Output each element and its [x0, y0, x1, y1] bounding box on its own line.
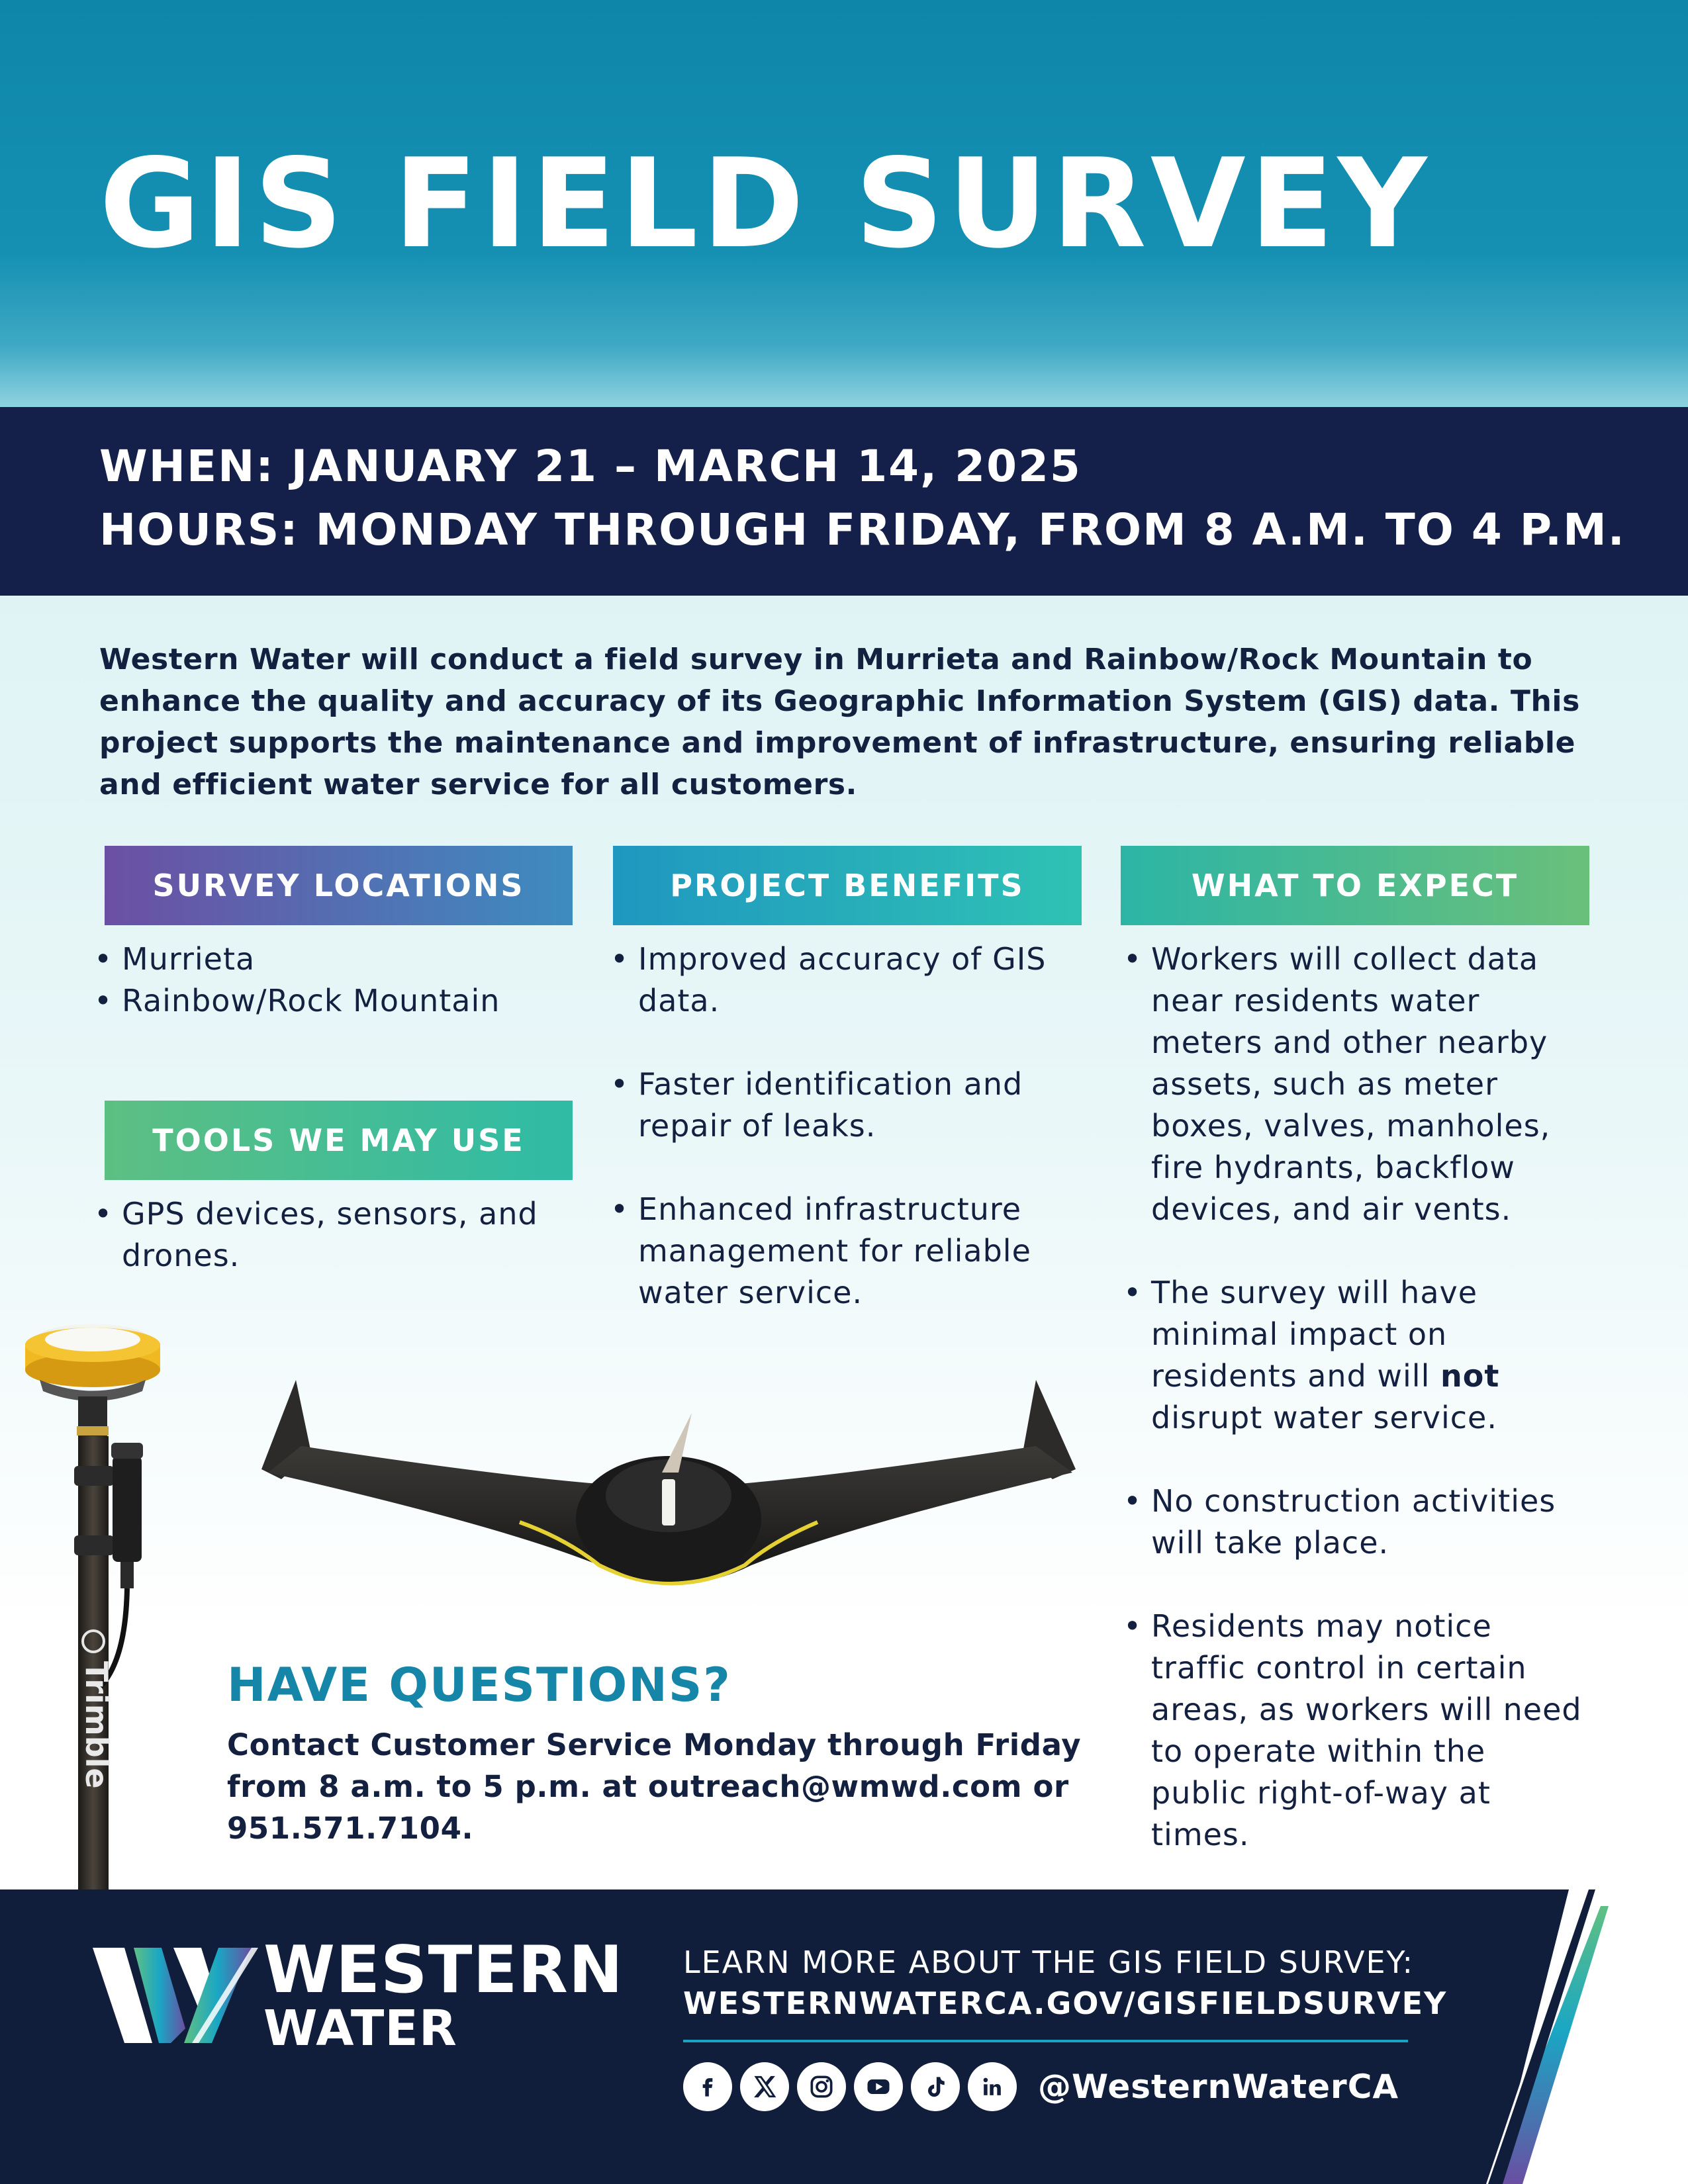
- list-item: • Improved accuracy of GIS data.: [609, 938, 1086, 1022]
- locations-list: [93, 938, 569, 1022]
- x-icon[interactable]: [740, 2062, 789, 2111]
- list-item: • GPS devices, sensors, and drones.: [93, 1193, 569, 1277]
- list-item: • Murrieta: [93, 938, 569, 980]
- gps-brand-label: Trimble: [79, 1661, 115, 1789]
- intro-paragraph: Western Water will conduct a field survey in Murrieta and Rainbow/Rock Mountain to enhance the quality and accuracy of its Geographic Information System (GIS) data. This project supports the maintenance and improvement of infrastructure, ensuring reliable and efficient water service for all customers.: [99, 643, 1580, 801]
- what-to-expect-header: WHAT TO EXPECT: [1121, 846, 1589, 925]
- survey-hours: HOURS: MONDAY THROUGH FRIDAY, FROM 8 A.M. TO 4 P.M.: [99, 504, 1626, 555]
- list-item: • The survey will have minimal impact on residents and will not disrupt water service.: [1122, 1272, 1585, 1439]
- benefits-list: [609, 938, 1086, 1314]
- emphasis-not: not: [1440, 1358, 1500, 1394]
- footer-divider: [683, 2040, 1408, 2042]
- questions-heading: HAVE QUESTIONS?: [227, 1658, 731, 1712]
- survey-url-link[interactable]: WESTERNWATERCA.GOV/GISFIELDSURVEY: [683, 1985, 1448, 2021]
- contact-text: Contact Customer Service Monday through Friday from 8 a.m. to 5 p.m. at outreach@wmwd.com or 951.571.7104.: [227, 1727, 1082, 1846]
- schedule-band: [0, 407, 1688, 596]
- tiktok-icon[interactable]: [911, 2062, 960, 2111]
- list-item: • Faster identification and repair of leaks.: [609, 1064, 1086, 1147]
- social-handle[interactable]: @WesternWaterCA: [1038, 2068, 1399, 2106]
- western-water-logo-icon: [93, 1942, 258, 2048]
- tools-list: [93, 1193, 569, 1277]
- learn-more-label: LEARN MORE ABOUT THE GIS FIELD SURVEY:: [683, 1944, 1415, 1980]
- instagram-icon[interactable]: [797, 2062, 846, 2111]
- list-item: • Rainbow/Rock Mountain: [93, 980, 569, 1022]
- facebook-icon[interactable]: [683, 2062, 732, 2111]
- western-water-logo-text: WESTERN WATER: [263, 1933, 624, 2057]
- project-benefits-header: PROJECT BENEFITS: [613, 846, 1082, 925]
- list-item: • Enhanced infrastructure management for reliable water service.: [609, 1189, 1086, 1314]
- tools-header: TOOLS WE MAY USE: [105, 1101, 573, 1180]
- social-links: [683, 2060, 1399, 2113]
- page-title: GIS FIELD SURVEY: [99, 132, 1431, 275]
- survey-locations-header: SURVEY LOCATIONS: [105, 846, 573, 925]
- list-item: • Residents may notice traffic control in certain areas, as workers will need to operate within the public right-of-way at times.: [1122, 1606, 1585, 1856]
- list-item: • No construction activities will take place.: [1122, 1480, 1585, 1564]
- gps-receiver-image: [13, 1317, 238, 1893]
- survey-dates: WHEN: JANUARY 21 – MARCH 14, 2025: [99, 441, 1082, 492]
- linkedin-icon[interactable]: [968, 2062, 1017, 2111]
- youtube-icon[interactable]: [854, 2062, 903, 2111]
- drone-image: [255, 1373, 1082, 1612]
- expect-list: [1122, 938, 1585, 1856]
- list-item: • Workers will collect data near residents water meters and other nearby assets, such as meter boxes, valves, manholes, fire hydrants, backflow devices, and air vents.: [1122, 938, 1585, 1230]
